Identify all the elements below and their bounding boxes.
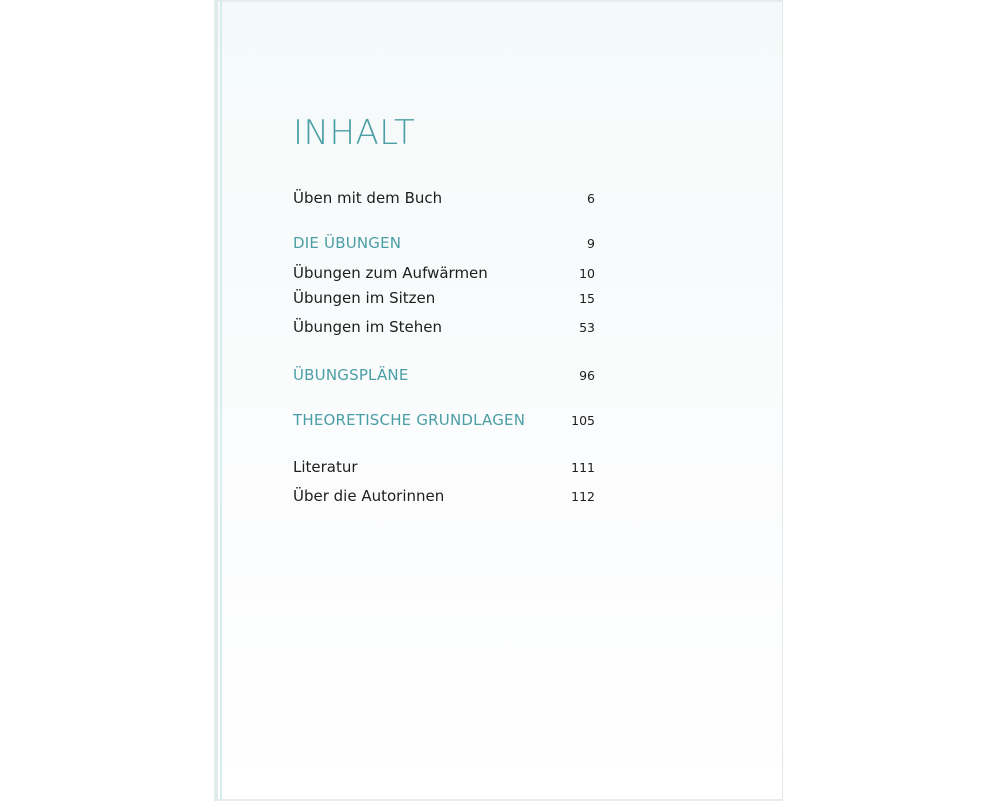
toc-section <box>293 232 595 254</box>
toc-entry-page: 10 <box>579 266 595 281</box>
toc-entry-label: Über die Autorinnen <box>293 487 445 505</box>
toc-entry <box>293 187 595 209</box>
toc-entry-label: Übungen zum Aufwärmen <box>293 264 488 282</box>
toc-entry-label: Üben mit dem Buch <box>293 189 443 207</box>
toc-section-page: 105 <box>571 413 595 428</box>
toc-entry <box>293 287 595 309</box>
toc-entry <box>293 485 595 507</box>
toc-entry-page: 53 <box>579 320 595 335</box>
page-spine-line <box>220 0 222 800</box>
toc-section-label: THEORETISCHE GRUNDLAGEN <box>293 411 526 429</box>
toc-title: INHALT <box>293 113 416 153</box>
toc-entry-page: 6 <box>587 191 595 206</box>
toc-entry-label: Übungen im Stehen <box>293 318 442 336</box>
toc-section-label: ÜBUNGSPLÄNE <box>293 366 409 384</box>
toc-section-page: 96 <box>579 368 595 383</box>
toc-entry-label: Übungen im Sitzen <box>293 289 436 307</box>
toc-section <box>293 409 595 431</box>
toc-entry <box>293 316 595 338</box>
toc-entry-page: 111 <box>571 460 595 475</box>
toc-section <box>293 364 595 386</box>
toc-entry-label: Literatur <box>293 458 358 476</box>
toc-section-label: DIE ÜBUNGEN <box>293 234 402 252</box>
toc-section-page: 9 <box>587 236 595 251</box>
toc-entry-page: 15 <box>579 291 595 306</box>
page-spine-edge <box>214 0 218 800</box>
toc-entry-page: 112 <box>571 489 595 504</box>
toc-entry <box>293 262 595 284</box>
toc-entry <box>293 456 595 478</box>
